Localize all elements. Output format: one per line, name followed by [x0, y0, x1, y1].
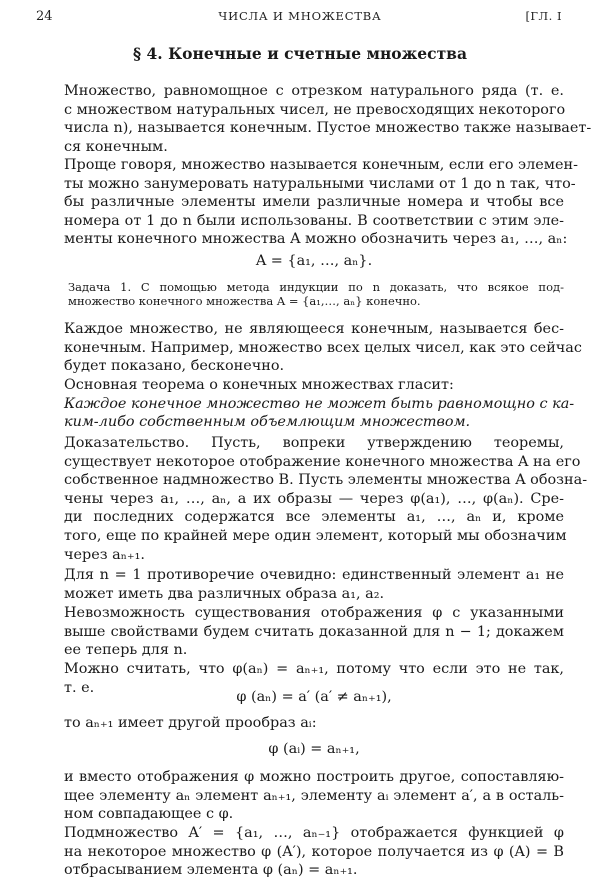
text-line: множество конечного множества A = {a₁,…, aₙ} конечно. [68, 294, 421, 308]
text-line: с множеством натуральных чисел, не превосходящих некоторого [64, 101, 566, 118]
text-line: будет показано, бесконечно. [64, 358, 285, 375]
text-line: ди последних содержатся все элементы a₁, …, aₙ и, кроме [64, 509, 564, 526]
paragraph-replace [64, 768, 564, 824]
text-line: существует некоторое отображение конечного множества A на его [64, 453, 581, 470]
paragraph-n1 [64, 566, 564, 603]
proof [64, 434, 588, 564]
text-line: Основная теорема о конечных множествах гласит: [64, 377, 454, 393]
paragraph-3 [64, 320, 582, 376]
text-line: ном совпадающее с φ. [64, 806, 234, 823]
text-line: числа n), называется конечным. Пустое множество также называет- [64, 120, 592, 137]
text-line: Каждое конечное множество не может быть равномощно с ка- [64, 395, 575, 412]
text-line: ся конечным. [64, 138, 168, 155]
formula-phi-ai [64, 740, 564, 759]
text-line: менты конечного множества A можно обозначить через a₁, …, aₙ: [64, 231, 568, 248]
text-line: ким-либо собственным объемлющим множеством. [64, 414, 471, 431]
paragraph-preimage [64, 714, 564, 733]
formula-phi-an [64, 688, 564, 707]
chapter-label: [ГЛ. I [525, 9, 562, 23]
text-line: то aₙ₊₁ имеет другой прообраз aᵢ: [64, 715, 317, 731]
text-line: ее теперь для n. [64, 642, 188, 659]
text-line: Подмножество A′ = {a₁, …, aₙ₋₁} отображается функцией φ [64, 825, 564, 841]
formula: φ (aᵢ) = aₙ₊₁, [268, 741, 360, 757]
text-line: т. е. [64, 679, 95, 696]
formula-set-a [64, 252, 564, 271]
theorem [64, 376, 575, 432]
text-line: бы различные элементы имели различные номера и чтобы все [64, 194, 564, 211]
text-line: выше свойствами будем считать доказанной для n − 1; докажем [64, 623, 564, 640]
paragraph-1 [64, 82, 592, 156]
text-line: конечным. Например, множество всех целых чисел, как это сейчас [64, 339, 582, 356]
text-line: Проще говоря, множество называется конечным, если его элемен- [64, 157, 578, 173]
text-line: может иметь два различных образа a₁, a₂. [64, 585, 385, 602]
paragraph-2 [64, 156, 578, 249]
text-line: Каждое множество, не являющееся конечным, называется бес- [64, 321, 564, 337]
formula: A = {a₁, …, aₙ}. [255, 253, 373, 269]
running-title: ЧИСЛА И МНОЖЕСТВА [218, 9, 382, 23]
text-line: Невозможность существования отображения φ с указанными [64, 605, 564, 621]
text-line: через aₙ₊₁. [64, 546, 145, 563]
text-line: чены через a₁, …, aₙ, а их образы — через φ(a₁), …, φ(aₙ). Сре- [64, 490, 564, 507]
text-line: Множество, равномощное с отрезком натурального ряда (т. е. [64, 83, 564, 99]
text-line: на некоторое множество φ (A′), которое получается из φ (A) = B [64, 843, 564, 860]
text-line: собственное надмножество B. Пусть элементы множества A обозна- [64, 472, 588, 489]
text-line: и вместо отображения φ можно построить другое, сопоставляю- [64, 769, 564, 785]
paragraph-induction [64, 604, 564, 660]
page-number: 24 [36, 9, 53, 24]
text-line: Для n = 1 противоречие очевидно: единственный элемент a₁ не [64, 567, 564, 583]
problem-1 [68, 280, 564, 308]
formula: φ (aₙ) = a′ (a′ ≠ aₙ₊₁), [236, 689, 392, 705]
text-line: Можно считать, что φ(aₙ) = aₙ₊₁, потому что если это не так, [64, 661, 564, 677]
text-line: Доказательство. Пусть, вопреки утверждению теоремы, [64, 435, 564, 451]
text-line: щее элементу aₙ элемент aₙ₊₁, элементу aᵢ элемент a′, а в осталь- [64, 787, 564, 804]
section-title: § 4. Конечные и счетные множества [132, 44, 467, 63]
text-line: отбрасыванием элемента φ (aₙ) = aₙ₊₁. [64, 862, 358, 879]
text-line: ты можно занумеровать натуральными числами от 1 до n так, что- [64, 175, 576, 192]
text-line: номера от 1 до n были использованы. В соответствии с этим эле- [64, 212, 564, 229]
text-line: Задача 1. С помощью метода индукции по n доказать, что всякое под- [68, 280, 564, 294]
paragraph-subset [64, 824, 564, 880]
text-line: того, еще по крайней мере один элемент, который мы обозначим [64, 527, 567, 544]
